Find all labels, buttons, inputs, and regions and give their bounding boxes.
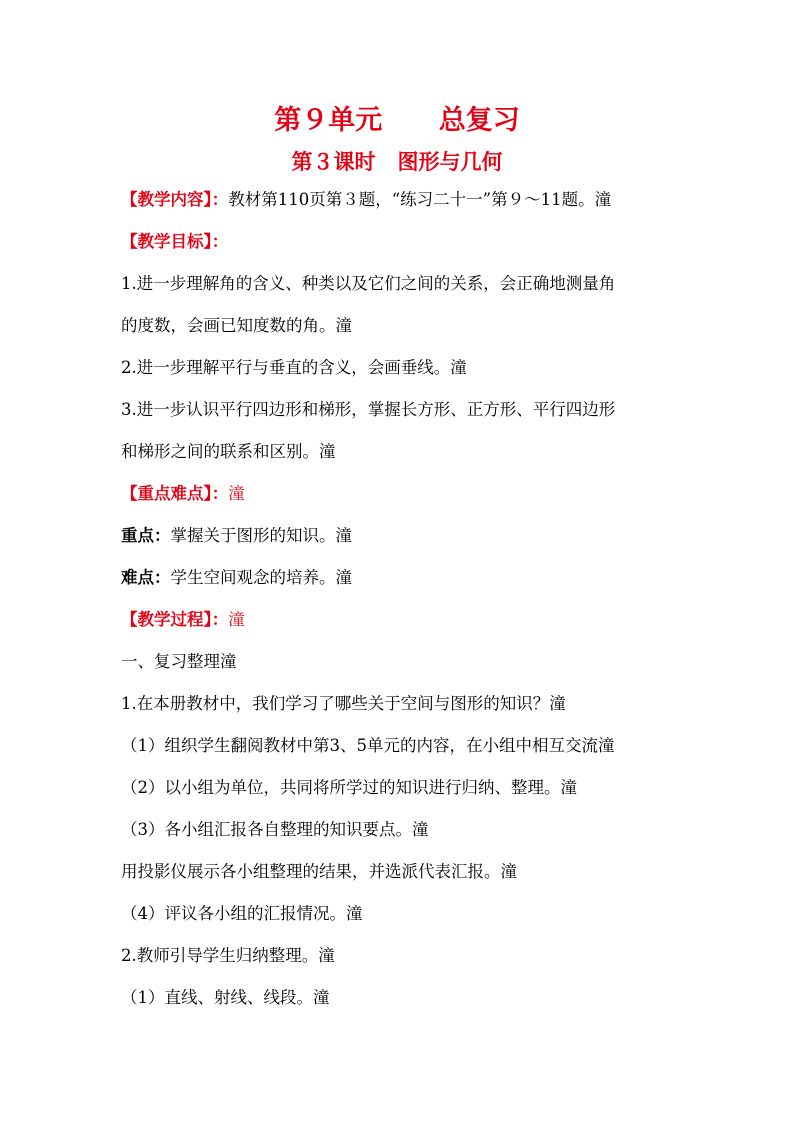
step-3-detail-line	[121, 860, 681, 884]
step-4-line	[121, 902, 681, 926]
goal-1-line-b	[121, 314, 681, 338]
lesson-subtitle: 第３课时 图形与几何	[291, 150, 503, 174]
goal-3-line-a	[121, 398, 681, 422]
step-1-line	[121, 734, 681, 758]
teaching-content-line	[121, 188, 681, 212]
step-2-text: （2）以小组为单位，共同将所学过的知识进行归纳、整理。	[121, 778, 561, 797]
step-2-line	[121, 776, 681, 800]
line-marker: 潼	[346, 904, 363, 923]
key-point-text: 掌握关于图形的知识。	[170, 526, 336, 545]
line-marker: 潼	[335, 526, 352, 545]
question-2-text: 2.教师引导学生归纳整理。	[121, 946, 319, 965]
teaching-content-text: 教材第110页第３题，“练习二十一”第９～11题。	[228, 190, 595, 209]
line-marker: 潼	[594, 190, 612, 209]
page-title: 第９单元 总复习	[274, 105, 520, 136]
line-marker: 潼	[220, 652, 237, 671]
line-marker: 潼	[560, 778, 577, 797]
key-point-label: 重点：	[121, 526, 171, 545]
section-1-text: 一、复习整理	[121, 652, 220, 671]
teaching-content-heading: 【教学内容】：	[121, 190, 229, 209]
teaching-goals-heading-line	[121, 230, 681, 254]
line-marker: 潼	[450, 358, 467, 377]
key-points-heading-line	[121, 482, 681, 506]
line-marker: 潼	[598, 736, 615, 755]
line-marker: 潼	[500, 862, 517, 881]
line-marker: 潼	[335, 568, 352, 587]
line-marker: 潼	[412, 820, 429, 839]
goal-1-text-a: 1.进一步理解角的含义、种类以及它们之间的关系，会正确地测量角	[121, 274, 616, 293]
sub-item-1-line	[121, 986, 681, 1010]
line-marker: 潼	[228, 610, 245, 629]
sub-item-1-text: （1）直线、射线、线段。	[121, 988, 313, 1007]
step-3-line	[121, 818, 681, 842]
line-marker: 潼	[335, 316, 352, 335]
step-3-text: （3）各小组汇报各自整理的知识要点。	[121, 820, 412, 839]
line-marker: 潼	[319, 442, 336, 461]
goal-2-line	[121, 356, 681, 380]
step-4-text: （4）评议各小组的汇报情况。	[121, 904, 346, 923]
step-1-text: （1）组织学生翻阅教材中第3、5单元的内容，在小组中相互交流	[121, 736, 598, 755]
question-1-text: 1.在本册教材中，我们学习了哪些关于空间与图形的知识？	[121, 694, 550, 713]
teaching-goals-heading: 【教学目标】：	[121, 232, 229, 251]
difficult-point-text: 学生空间观念的培养。	[170, 568, 336, 587]
key-points-heading: 【重点难点】：	[121, 484, 229, 503]
goal-3-text-b: 和梯形之间的联系和区别。	[121, 442, 319, 461]
difficult-point-line	[121, 566, 681, 590]
question-1-line	[121, 692, 681, 716]
section-1-line	[121, 650, 681, 674]
line-marker: 潼	[549, 694, 566, 713]
goal-1-text-b: 的度数，会画已知度数的角。	[121, 316, 336, 335]
difficult-point-label: 难点：	[121, 568, 171, 587]
step-3-detail-text: 用投影仪展示各小组整理的结果，并选派代表汇报。	[121, 862, 501, 881]
goal-3-text-a: 3.进一步认识平行四边形和梯形，掌握长方形、正方形、平行四边形	[121, 400, 616, 419]
question-2-line	[121, 944, 681, 968]
line-marker: 潼	[318, 946, 335, 965]
goal-2-text: 2.进一步理解平行与垂直的含义，会画垂线。	[121, 358, 451, 377]
teaching-process-heading: 【教学过程】：	[121, 610, 229, 629]
line-marker: 潼	[228, 484, 245, 503]
teaching-process-heading-line	[121, 608, 681, 632]
goal-3-line-b	[121, 440, 681, 464]
line-marker: 潼	[313, 988, 330, 1007]
key-point-line	[121, 524, 681, 548]
goal-1-line-a	[121, 272, 681, 296]
